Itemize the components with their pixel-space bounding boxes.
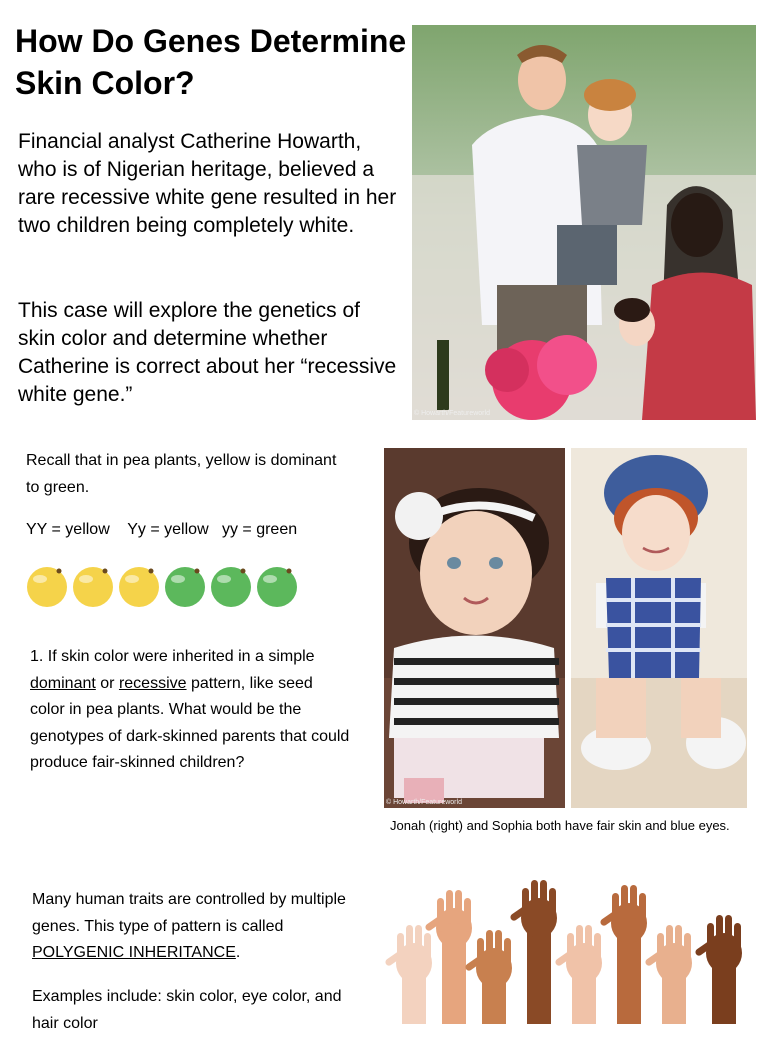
term-polygenic-inheritance: POLYGENIC INHERITANCE bbox=[32, 944, 236, 961]
raised-hand-icon bbox=[694, 915, 742, 1024]
genotype-yy-hetero: Yy = yellow bbox=[127, 521, 209, 538]
photo-caption: Jonah (right) and Sophia both have fair skin and blue eyes. bbox=[390, 818, 730, 833]
sophia-photo-credit: © Howarth/Featureworld bbox=[386, 799, 462, 806]
page-title: How Do Genes Determine Skin Color? bbox=[15, 23, 407, 101]
pea-green-icon bbox=[211, 567, 251, 607]
term-dominant: dominant bbox=[30, 674, 96, 692]
raised-hand-icon bbox=[384, 925, 432, 1024]
raised-hand-icon bbox=[644, 925, 692, 1024]
genotype-yy-yellow: YY = yellow bbox=[26, 521, 110, 538]
intro-paragraph-1: Financial analyst Catherine Howarth, who is of Nigerian heritage, believed a rare recessive white gene resulted in her two children being completely white. bbox=[18, 130, 397, 237]
genotype-yy-green: yy = green bbox=[221, 521, 298, 538]
raised-hand-icon bbox=[554, 925, 602, 1024]
jonah-photo bbox=[571, 448, 747, 808]
sophia-photo bbox=[384, 448, 565, 808]
family-photo-credit: © Howarth/Featureworld bbox=[414, 410, 490, 417]
pea-yellow-icon bbox=[119, 567, 159, 607]
raised-hand-icon bbox=[509, 880, 557, 1024]
pea-yellow-icon bbox=[27, 567, 67, 607]
raised-hand-icon bbox=[424, 890, 472, 1024]
term-recessive: recessive bbox=[118, 674, 187, 692]
pea-recall-text: Recall that in pea plants, yellow is dominant to green. bbox=[26, 452, 337, 496]
family-photo bbox=[412, 25, 756, 420]
question-1: 1. If skin color were inherited in a simple dominant or recessive pattern, like seed color in pea plants. What would be the genotypes of dark-skinned parents that could produce fair-skinned children? bbox=[30, 648, 350, 771]
raised-hand-icon bbox=[599, 885, 647, 1024]
genotype-list bbox=[26, 516, 366, 543]
raised-hands-illustration bbox=[384, 870, 768, 1024]
pea-yellow-icon bbox=[73, 567, 113, 607]
pea-green-icon bbox=[257, 567, 297, 607]
raised-hand-icon bbox=[464, 930, 512, 1024]
pea-illustration bbox=[26, 566, 326, 608]
polygenic-paragraph: Many human traits are controlled by multiple genes. This type of pattern is called POLYGENIC INHERITANCE. bbox=[32, 891, 346, 961]
pea-green-icon bbox=[165, 567, 205, 607]
intro-paragraph-2: This case will explore the genetics of skin color and determine whether Catherine is correct about her “recessive white gene.” bbox=[18, 299, 397, 406]
examples-paragraph: Examples include: skin color, eye color, and hair color bbox=[32, 988, 342, 1032]
